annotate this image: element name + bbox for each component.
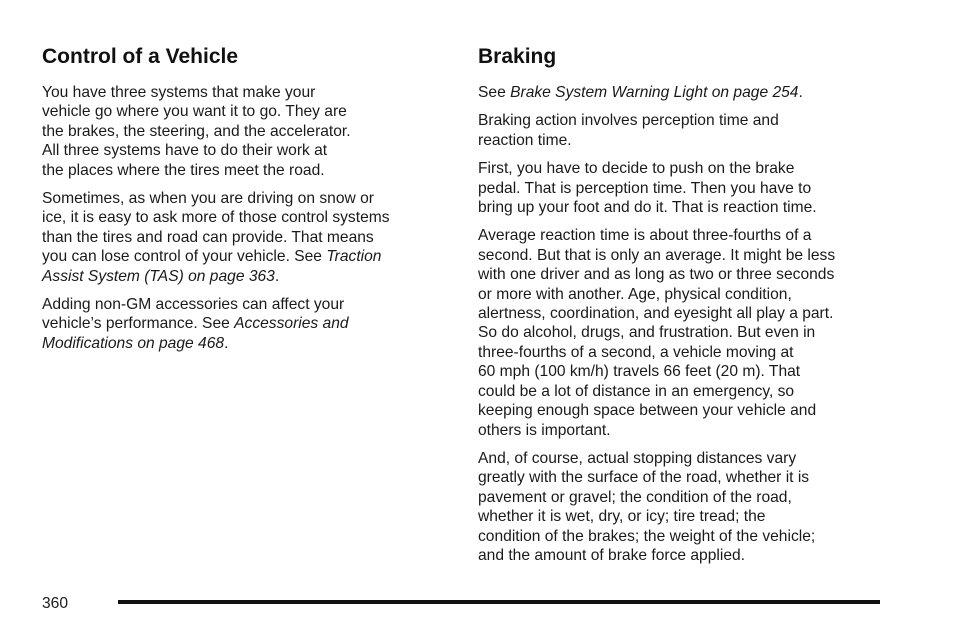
paragraph-braking-perception: First, you have to decide to push on the brake pedal. That is perception time. Then you have to bring up your foot and do it. That is reaction time. xyxy=(478,160,817,217)
cross-reference-brake-light: Brake System Warning Light on page 254 xyxy=(510,84,799,101)
paragraph-end: . xyxy=(224,334,229,352)
footer-divider xyxy=(118,600,880,604)
section-heading-braking: Braking xyxy=(478,45,557,68)
cross-reference-tas: Traction Assist System (TAS) on page 363 xyxy=(42,248,382,285)
paragraph-braking-reaction: Average reaction time is about three-fourths of a second. But that is only an average. It might be less with one driver and as long as two or three seconds or more with another. Age, physical condition, alertness, coordination, and eyesight all play a part. So do alcohol, drugs, and frustration. But even in three-fourths of a second, a vehicle moving at 60 mph (100 km/h) travels 66 feet (20 m). That could be a lot of distance in an emergency, so keeping enough space between your vehicle and others is important. xyxy=(478,227,836,439)
paragraph-braking-see xyxy=(478,83,888,102)
paragraph-text: Adding non-GM accessories can affect your vehicle’s performance. See xyxy=(42,296,345,333)
section-heading-control: Control of a Vehicle xyxy=(42,45,239,68)
paragraph-text: See xyxy=(478,84,511,101)
paragraph-braking-distances: And, of course, actual stopping distances vary greatly with the surface of the road, whether it is pavement or gravel; the condition of the road, whether it is wet, dry, or icy; tire tread; the condition of the brakes; the weight of the vehicle; and the amount of brake force applied. xyxy=(478,449,816,564)
page-number: 360 xyxy=(42,595,69,612)
right-column xyxy=(478,44,888,574)
paragraph-text: Sometimes, as when you are driving on snow or ice, it is easy to ask more of those control systems than the tires and road can provide. That means you can lose control of your vehicle. See xyxy=(42,190,390,266)
paragraph-end: . xyxy=(798,84,803,101)
paragraph-control-systems: You have three systems that make your vehicle go where you want it to go. They are the brakes, the steering, and the accelerator. All three systems have to do their work at the places where the tires meet the road. xyxy=(42,84,351,179)
left-column xyxy=(42,44,452,362)
paragraph-control-snow xyxy=(42,189,452,286)
paragraph-control-accessories xyxy=(42,295,452,353)
paragraph-braking-action: Braking action involves perception time and reaction time. xyxy=(478,112,779,149)
paragraph-end: . xyxy=(274,267,280,285)
cross-reference-accessories: Accessories and Modifications on page 468 xyxy=(42,315,349,352)
